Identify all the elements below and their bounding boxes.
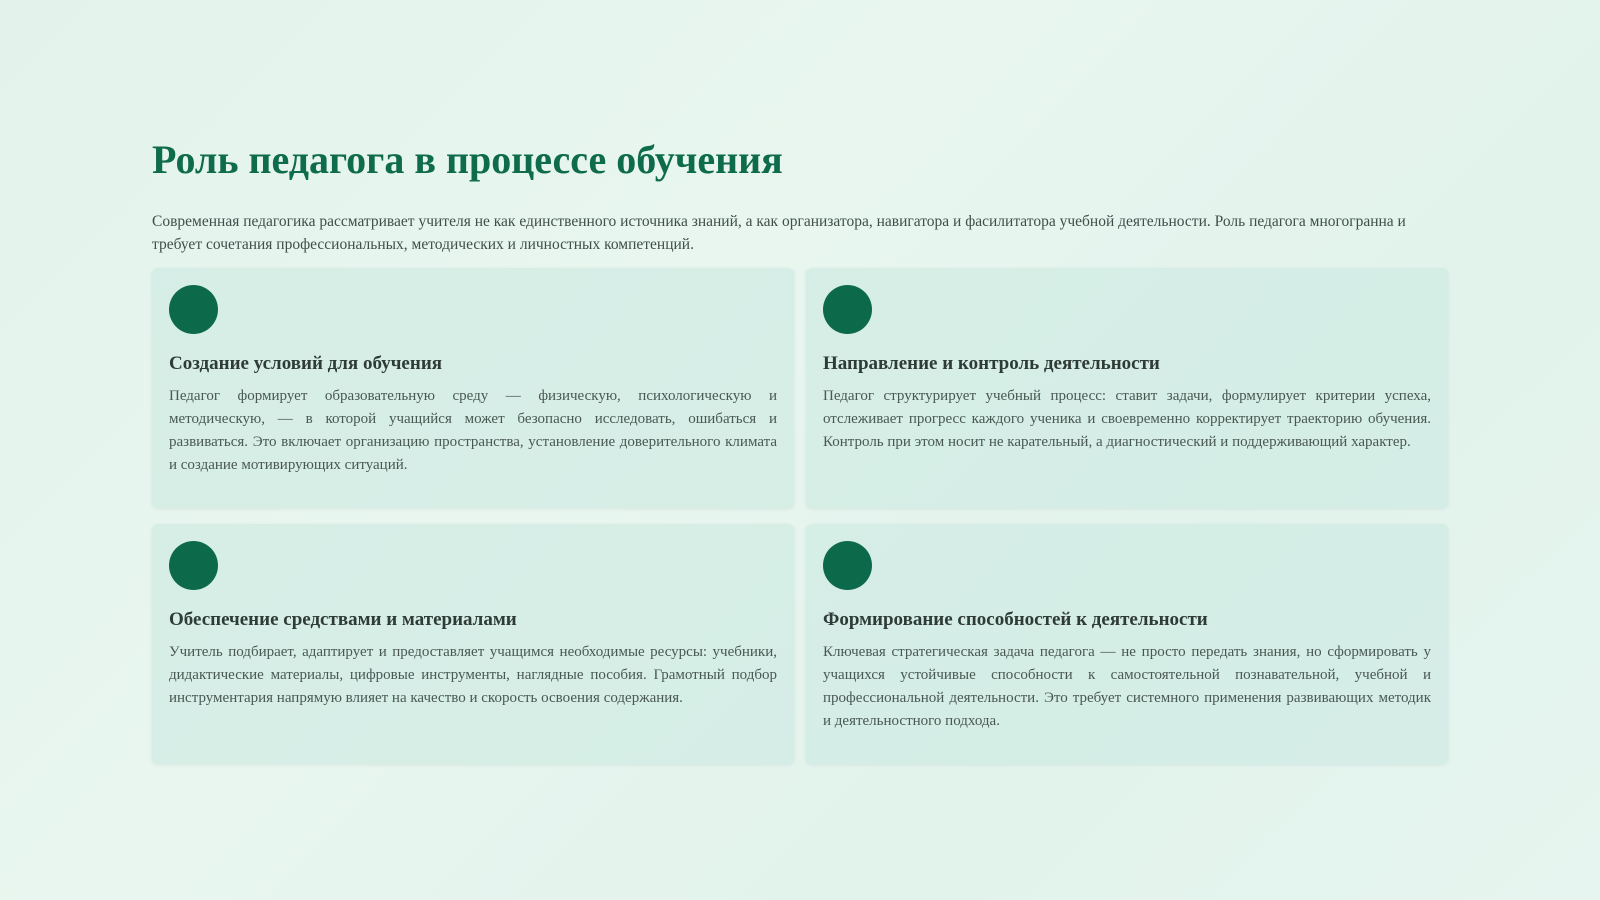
page-title: Роль педагога в процессе обучения — [152, 137, 783, 182]
card-marker-circle — [823, 541, 872, 590]
card-text: Учитель подбирает, адаптирует и предоставляет учащимся необходимые ресурсы: учебники, дидактические материалы, цифровые инструменты, наглядные пособия. Грамотный подбор инструментария напрямую влияет на качество и скорость освоения содержания. — [169, 644, 777, 706]
card-title: Направление и контроль деятельности — [823, 353, 1160, 374]
card-marker-circle — [823, 285, 872, 334]
card-title: Создание условий для обучения — [169, 353, 443, 374]
card-text: Ключевая стратегическая задача педагога — не просто передать знания, но сформировать у учащихся устойчивые способности к самостоятельной познавательной, учебной и профессиональной деятельности. Это требует системного применения развивающих методик и деятельностного подхода. — [823, 644, 1431, 729]
cards-grid — [152, 268, 1448, 764]
card-direction-control — [806, 268, 1448, 508]
card-title: Формирование способностей к деятельности — [823, 609, 1208, 630]
card-abilities — [806, 524, 1448, 764]
card-resources — [152, 524, 794, 764]
card-marker-circle — [169, 285, 218, 334]
intro-paragraph: Современная педагогика рассматривает учителя не как единственного источника знаний, а как организатора, навигатора и фасилитатора учебной деятельности. Роль педагога многогранна и требует сочетания профессиональных, методических и личностных компетенций. — [152, 213, 1406, 253]
card-text: Педагог формирует образовательную среду — физическую, психологическую и методическую, — в которой учащийся может безопасно исследовать, ошибаться и развиваться. Это включает организацию пространства, установление доверительного климата и создание мотивирующих ситуаций. — [169, 388, 777, 473]
card-title: Обеспечение средствами и материалами — [169, 609, 517, 630]
card-marker-circle — [169, 541, 218, 590]
card-conditions — [152, 268, 794, 508]
slide — [152, 136, 1448, 764]
card-text: Педагог структурирует учебный процесс: ставит задачи, формулирует критерии успеха, отслеживает прогресс каждого ученика и своевременно корректирует траекторию обучения. Контроль при этом носит не карательный, а диагностический и поддерживающий характер. — [823, 388, 1431, 450]
